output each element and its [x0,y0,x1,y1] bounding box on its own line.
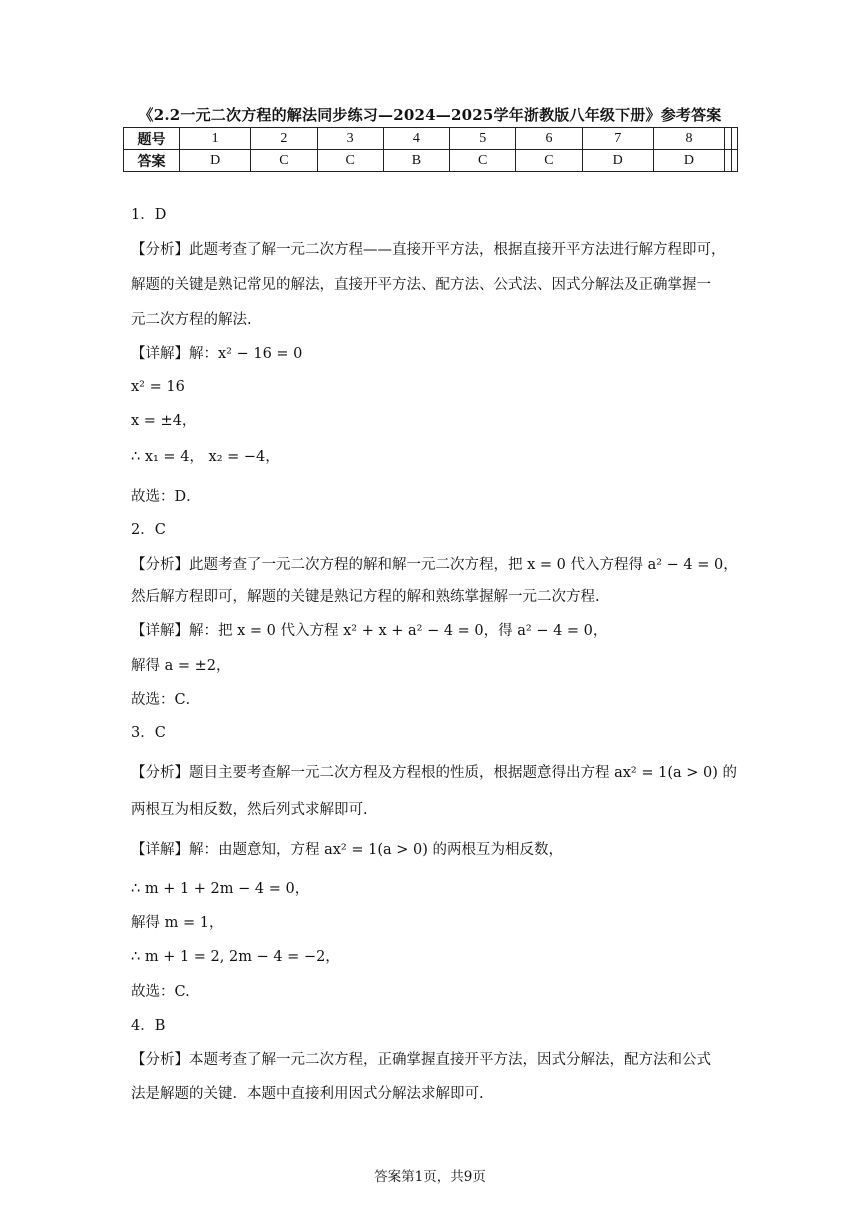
q3-detail-line: ∴ m + 1 + 2m − 4 = 0， [131,881,310,897]
document-title: 《2.2一元二次方程的解法同步练习—2024—2025学年浙教版八年级下册》参考答案 [138,106,722,124]
q1-analysis-line: 【分析】此题考查了解一元二次方程——直接开平方法，根据直接开平方法进行解方程即可， [131,242,726,258]
table-cell: C [317,150,383,172]
q2-detail-line: 解得 a = ±2， [131,658,231,674]
q1-detail-line: 【详解】解：x² − 16 = 0 [131,346,303,362]
q2-number: 2．C [131,522,166,538]
q1-analysis-line: 元二次方程的解法. [131,312,252,328]
q4-analysis-line: 【分析】本题考查了解一元二次方程，正确掌握直接开平方法，因式分解法，配方法和公式 [131,1052,711,1068]
table-cell: 6 [516,128,582,150]
q2-analysis-line: 然后解方程即可，解题的关键是熟记方程的解和熟练掌握解一元二次方程. [131,589,600,605]
q2-detail-line: 【详解】解：把 x = 0 代入方程 x² + x + a² − 4 = 0，得 a² − 4 = 0， [131,623,608,639]
table-cell: B [383,150,449,172]
table-cell: D [653,150,724,172]
table-cell: 2 [251,128,317,150]
table-cell: 3 [317,128,383,150]
row-label-number: 题号 [124,128,180,150]
table-cell [731,128,737,150]
q3-detail-line: ∴ m + 1 = 2, 2m − 4 = −2， [131,949,340,965]
q1-detail-line: ∴ x₁ = 4， x₂ = −4， [131,449,280,465]
q2-analysis-line: 【分析】此题考查了一元二次方程的解和解一元二次方程，把 x = 0 代入方程得 a² − 4 = 0， [131,557,738,573]
answer-row [124,150,738,172]
q1-number: 1．D [131,207,167,223]
q1-choice: 故选：D． [131,489,201,505]
table-cell [731,150,737,172]
q3-choice: 故选：C. [131,984,190,1000]
answer-table [123,127,738,172]
q1-analysis-line: 解题的关键是熟记常见的解法，直接开平方法、配方法、公式法、因式分解法及正确掌握一 [131,277,711,293]
q3-detail-line: 【详解】解：由题意知，方程 ax² = 1(a > 0) 的两根互为相反数， [131,842,563,858]
q3-analysis-line: 【分析】题目主要考查解一元二次方程及方程根的性质，根据题意得出方程 ax² = 1(a > 0) 的 [131,765,737,781]
q2-choice: 故选：C． [131,692,201,708]
table-cell: 4 [383,128,449,150]
table-cell: D [180,150,251,172]
table-cell: C [251,150,317,172]
page-footer: 答案第1页，共9页 [374,1169,486,1185]
q4-analysis-line: 法是解题的关键．本题中直接利用因式分解法求解即可. [131,1086,484,1102]
q3-analysis-line: 两根互为相反数，然后列式求解即可. [131,802,368,818]
table-cell: 8 [653,128,724,150]
q4-number: 4．B [131,1018,166,1034]
q3-number: 3．C [131,725,166,741]
q1-detail-line: x = ±4， [131,413,197,429]
table-cell: D [582,150,653,172]
table-cell: 5 [450,128,516,150]
question-number-row [124,128,738,150]
row-label-answer: 答案 [124,150,180,172]
q1-detail-line: x² = 16 [131,379,185,395]
table-cell: 7 [582,128,653,150]
table-cell: 1 [180,128,251,150]
table-cell: C [516,150,582,172]
table-cell: C [450,150,516,172]
q3-detail-line: 解得 m = 1， [131,915,224,931]
